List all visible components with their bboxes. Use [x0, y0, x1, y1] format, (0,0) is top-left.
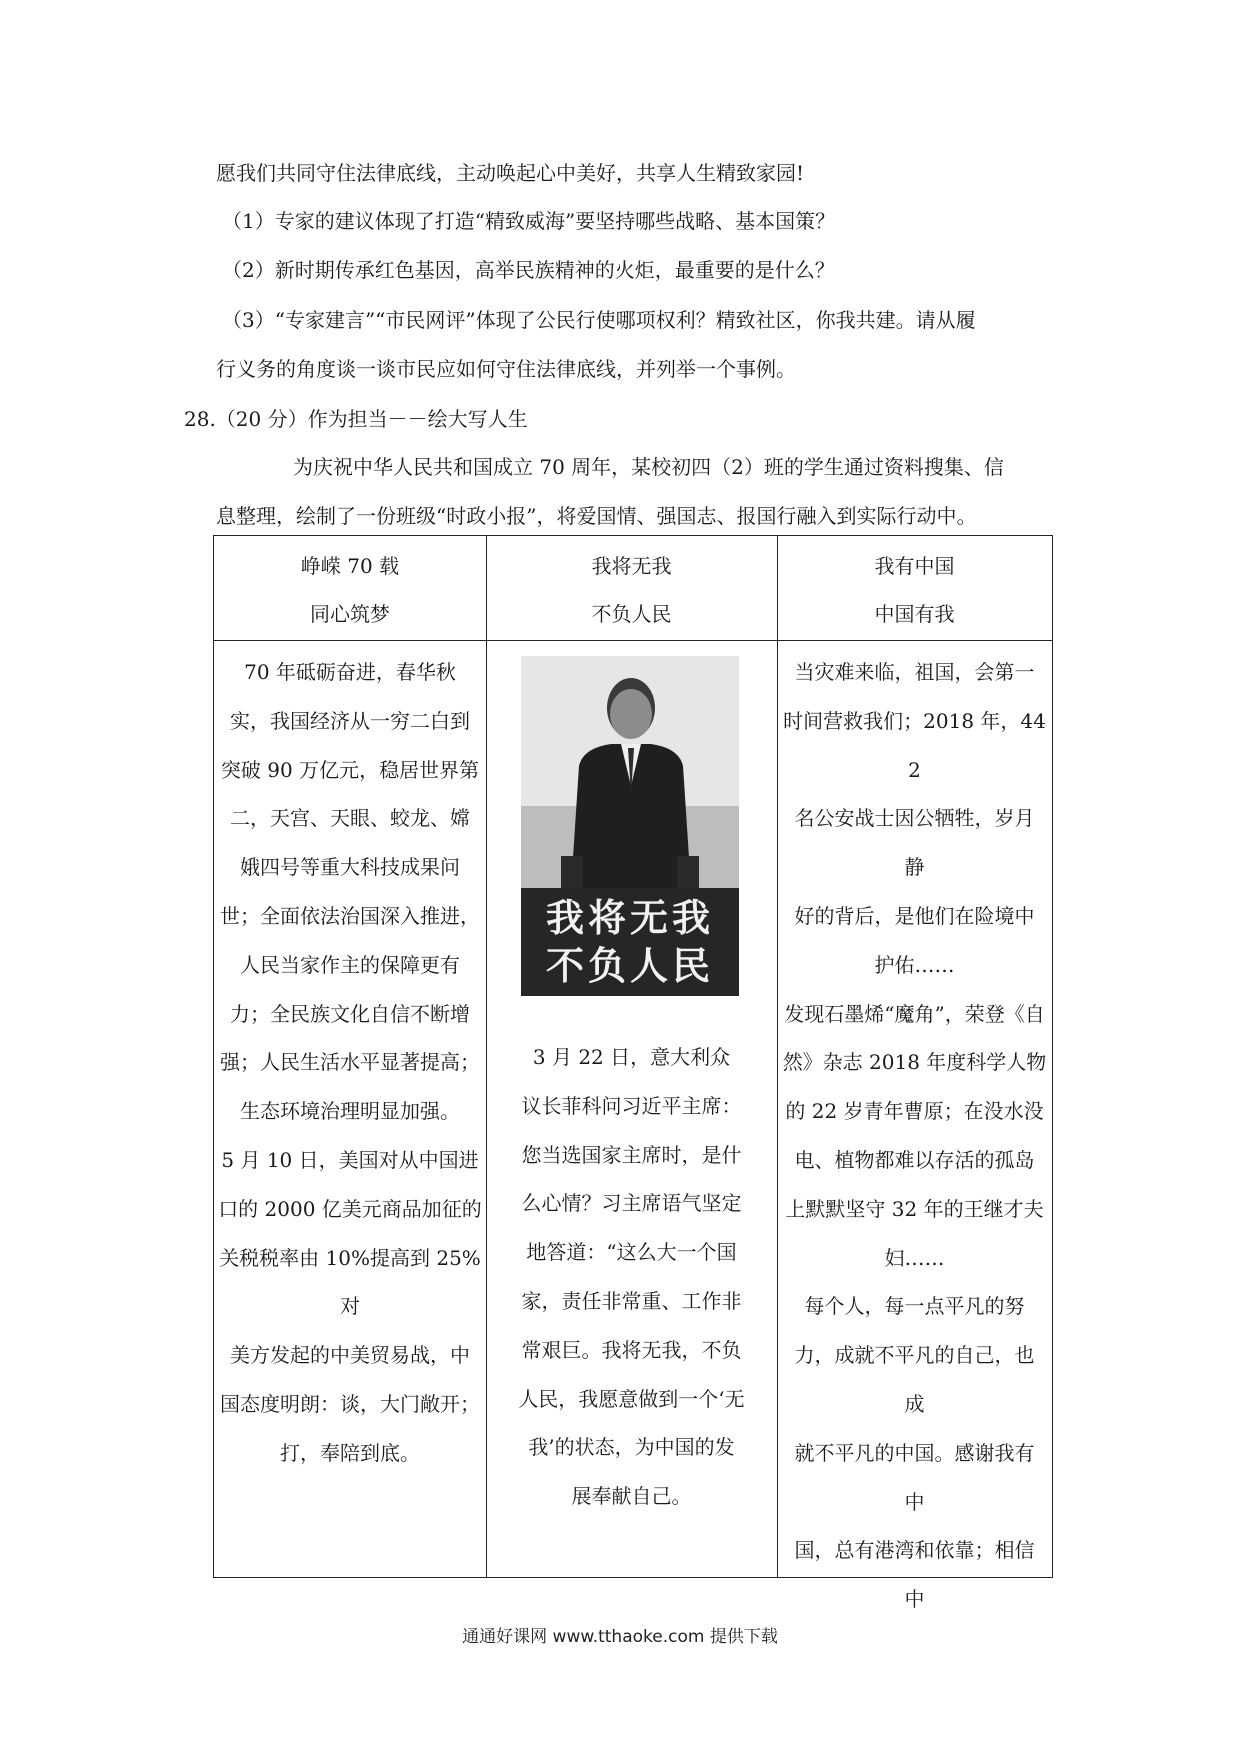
column-1-line: 国态度明朗：谈，大门敞开；	[220, 1391, 480, 1416]
column-3-line: 上默默坚守 32 年的王继才夫	[785, 1196, 1044, 1221]
column-1-line: 打，奉陪到底。	[280, 1440, 420, 1465]
banner-line-2: 不负人民	[545, 943, 714, 988]
column-3-line: 当灾难来临，祖国，会第一	[794, 660, 1035, 684]
column-2-line: 展奉献自己。	[571, 1484, 692, 1509]
photo-banner	[521, 888, 739, 996]
question-3-line-2: 行义务的角度谈一谈市民应如何守住法律底线，并列举一个事例。	[216, 357, 796, 381]
column-3-line: 妇……	[884, 1245, 945, 1270]
column-3-line: 中	[904, 1587, 925, 1612]
header-3-line-2: 中国有我	[874, 601, 955, 626]
question-28-title: 28.（20 分）作为担当－－绘大写人生	[184, 407, 528, 431]
column-1-line: 突破 90 万亿元，稳居世界第	[220, 757, 480, 782]
column-2-line: 地答道：“这么大一个国	[526, 1240, 737, 1265]
leader-figure-illustration	[521, 656, 739, 888]
header-cell-2	[486, 536, 777, 643]
column-1-line: 人民当家作主的保障更有	[240, 952, 460, 977]
column-3-line: 发现石墨烯“魔角”，荣登《自	[784, 1001, 1045, 1026]
column-3-line: 然》杂志 2018 年度科学人物	[782, 1050, 1047, 1075]
column-3-line: 中	[904, 1489, 925, 1514]
column-1-line: 力；全民族文化自信不断增	[230, 1001, 470, 1026]
column-1-line: 5 月 10 日，美国对从中国进	[221, 1147, 479, 1172]
column-1-line: 70 年砥砺奋进，春华秋	[244, 660, 456, 684]
question-3-line-1: （3）“专家建言”“市民网评”体现了公民行使哪项权利？精致社区，你我共建。请从履	[222, 308, 976, 332]
column-1-line: 娥四号等重大科技成果问	[240, 855, 460, 880]
column-3-line: 就不平凡的中国。感谢我有	[794, 1440, 1035, 1465]
header-1-line-1: 峥嵘 70 载	[300, 553, 400, 578]
column-3-line: 国，总有港湾和依靠；相信	[794, 1538, 1035, 1563]
column-3-line: 静	[904, 855, 925, 880]
header-1-line-2: 同心筑梦	[310, 601, 390, 626]
question-1: （1）专家的建议体现了打造“精致威海”要坚持哪些战略、基本国策？	[222, 209, 836, 233]
newspaper-table	[213, 535, 1053, 1612]
header-2-line-2: 不负人民	[591, 601, 672, 626]
header-2-line-1: 我将无我	[591, 553, 672, 578]
column-1-line: 世；全面依法治国深入推进，	[220, 903, 480, 928]
column-3-line: 每个人，每一点平凡的努	[804, 1294, 1025, 1319]
column-1-line: 二，天宫、天眼、蛟龙、嫦	[230, 806, 470, 831]
column-2-line: 家，责任非常重、工作非	[521, 1288, 742, 1313]
column-1-line: 关税税率由 10%提高到 25%对	[219, 1245, 481, 1319]
column-1-line: 实，我国经济从一穷二白到	[230, 708, 470, 733]
text-line-1: 愿我们共同守住法律底线，主动唤起心中美好，共享人生精致家园!	[216, 161, 805, 185]
header-cell-3	[777, 536, 1052, 643]
question-28-intro-line-1: 为庆祝中华人民共和国成立 70 周年，某校初四（2）班的学生通过资料搜集、信	[293, 455, 1004, 479]
leader-photo	[521, 656, 739, 996]
column-2-line: 您当选国家主席时，是什	[521, 1142, 742, 1167]
column-3-text	[777, 648, 1052, 1624]
column-3-line: 电、植物都难以存活的孤岛	[794, 1147, 1035, 1172]
banner-line-1: 我将无我	[545, 895, 714, 940]
header-cell-1	[214, 536, 486, 643]
column-3-line: 名公安战士因公牺牲，岁月	[794, 806, 1035, 831]
column-3-line: 护佑……	[874, 952, 955, 977]
column-3-line: 成	[904, 1391, 925, 1416]
column-2-line: 议长菲科问习近平主席：	[521, 1093, 742, 1118]
question-28-intro-line-2: 息整理，绘制了一份班级“时政小报”，将爱国情、强国志、报国行融入到实际行动中。	[216, 504, 977, 528]
column-2-line: 么心情？习主席语气坚定	[521, 1191, 742, 1216]
question-2: （2）新时期传承红色基因，高举民族精神的火炬，最重要的是什么？	[222, 258, 835, 282]
column-3-line: 的 22 岁青年曹原；在没水没	[785, 1099, 1044, 1124]
column-1-line: 美方发起的中美贸易战，中	[230, 1343, 470, 1368]
footer-watermark: 通通好课网 www.tthaoke.com 提供下载	[462, 1627, 778, 1647]
column-2-line: 人民，我愿意做到一个‘无	[518, 1386, 745, 1411]
column-1-line: 强；人民生活水平显著提高；	[220, 1050, 480, 1075]
column-3-line: 时间营救我们；2018 年，442	[783, 708, 1046, 782]
column-3-line: 力，成就不平凡的自己，也	[794, 1343, 1035, 1368]
column-2-line: 我’的状态，为中国的发	[528, 1435, 735, 1460]
column-3-line: 好的背后，是他们在险境中	[794, 903, 1035, 928]
header-3-line-1: 我有中国	[874, 553, 955, 578]
column-2-line: 常艰巨。我将无我，不负	[521, 1337, 742, 1362]
column-1-text	[214, 648, 486, 1478]
column-1-line: 口的 2000 亿美元商品加征的	[218, 1196, 482, 1221]
column-1-line: 生态环境治理明显加强。	[240, 1099, 460, 1124]
column-2-text	[486, 1033, 777, 1521]
column-2-line: 3 月 22 日，意大利众	[532, 1045, 731, 1069]
